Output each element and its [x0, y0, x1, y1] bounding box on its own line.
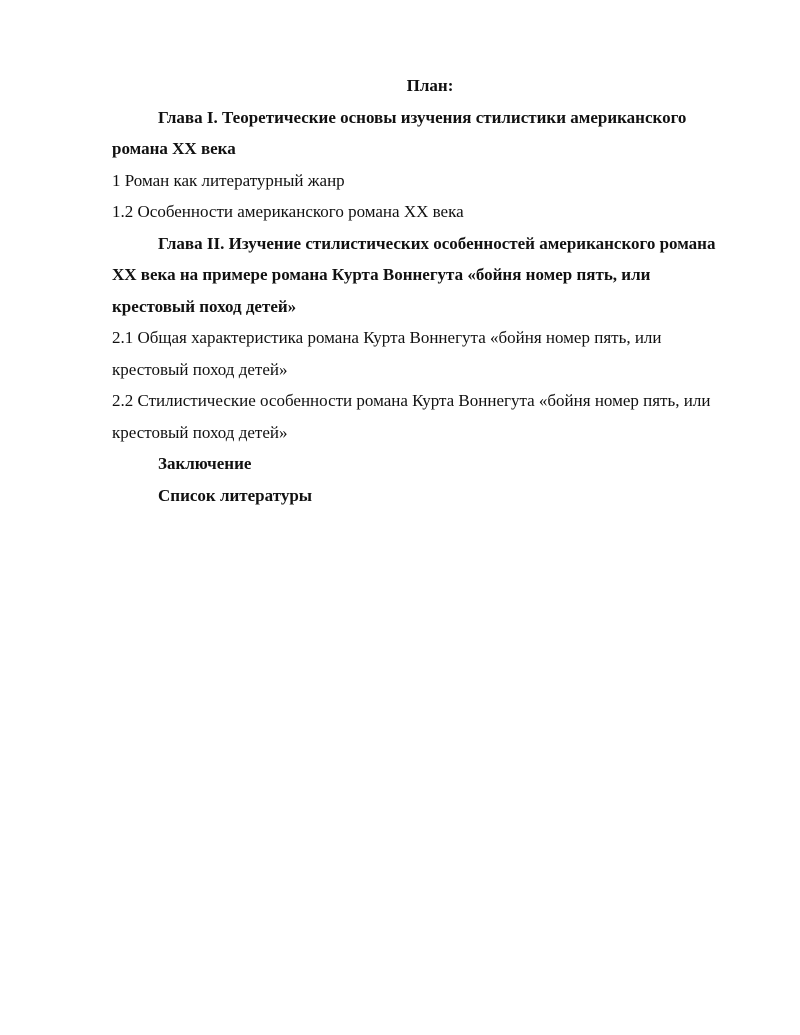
- plan-title: План:: [406, 76, 454, 95]
- section-2-1: 2.1 Общая характеристика романа Курта Воннегута «бойня номер пять, или крестовый поход детей»: [112, 328, 662, 379]
- chapter-1-heading: Глава I. Теоретические основы изучения стилистики американского романа XX века: [112, 107, 687, 158]
- conclusion-heading: Заключение: [158, 454, 252, 473]
- section-1-2: 1.2 Особенности американского романа XX века: [112, 202, 464, 221]
- section-1-1: 1 Роман как литературный жанр: [112, 170, 345, 190]
- bibliography-heading: Список литературы: [158, 485, 313, 505]
- table-of-contents: [112, 70, 734, 511]
- section-2-2: 2.2 Стилистические особенности романа Курта Воннегута «бойня номер пять, или крестовый поход детей»: [112, 391, 711, 442]
- chapter-2-heading: Глава II. Изучение стилистических особенностей американского романа XX века на примере романа Курта Воннегута «бойня номер пять, или крестовый поход детей»: [112, 233, 716, 316]
